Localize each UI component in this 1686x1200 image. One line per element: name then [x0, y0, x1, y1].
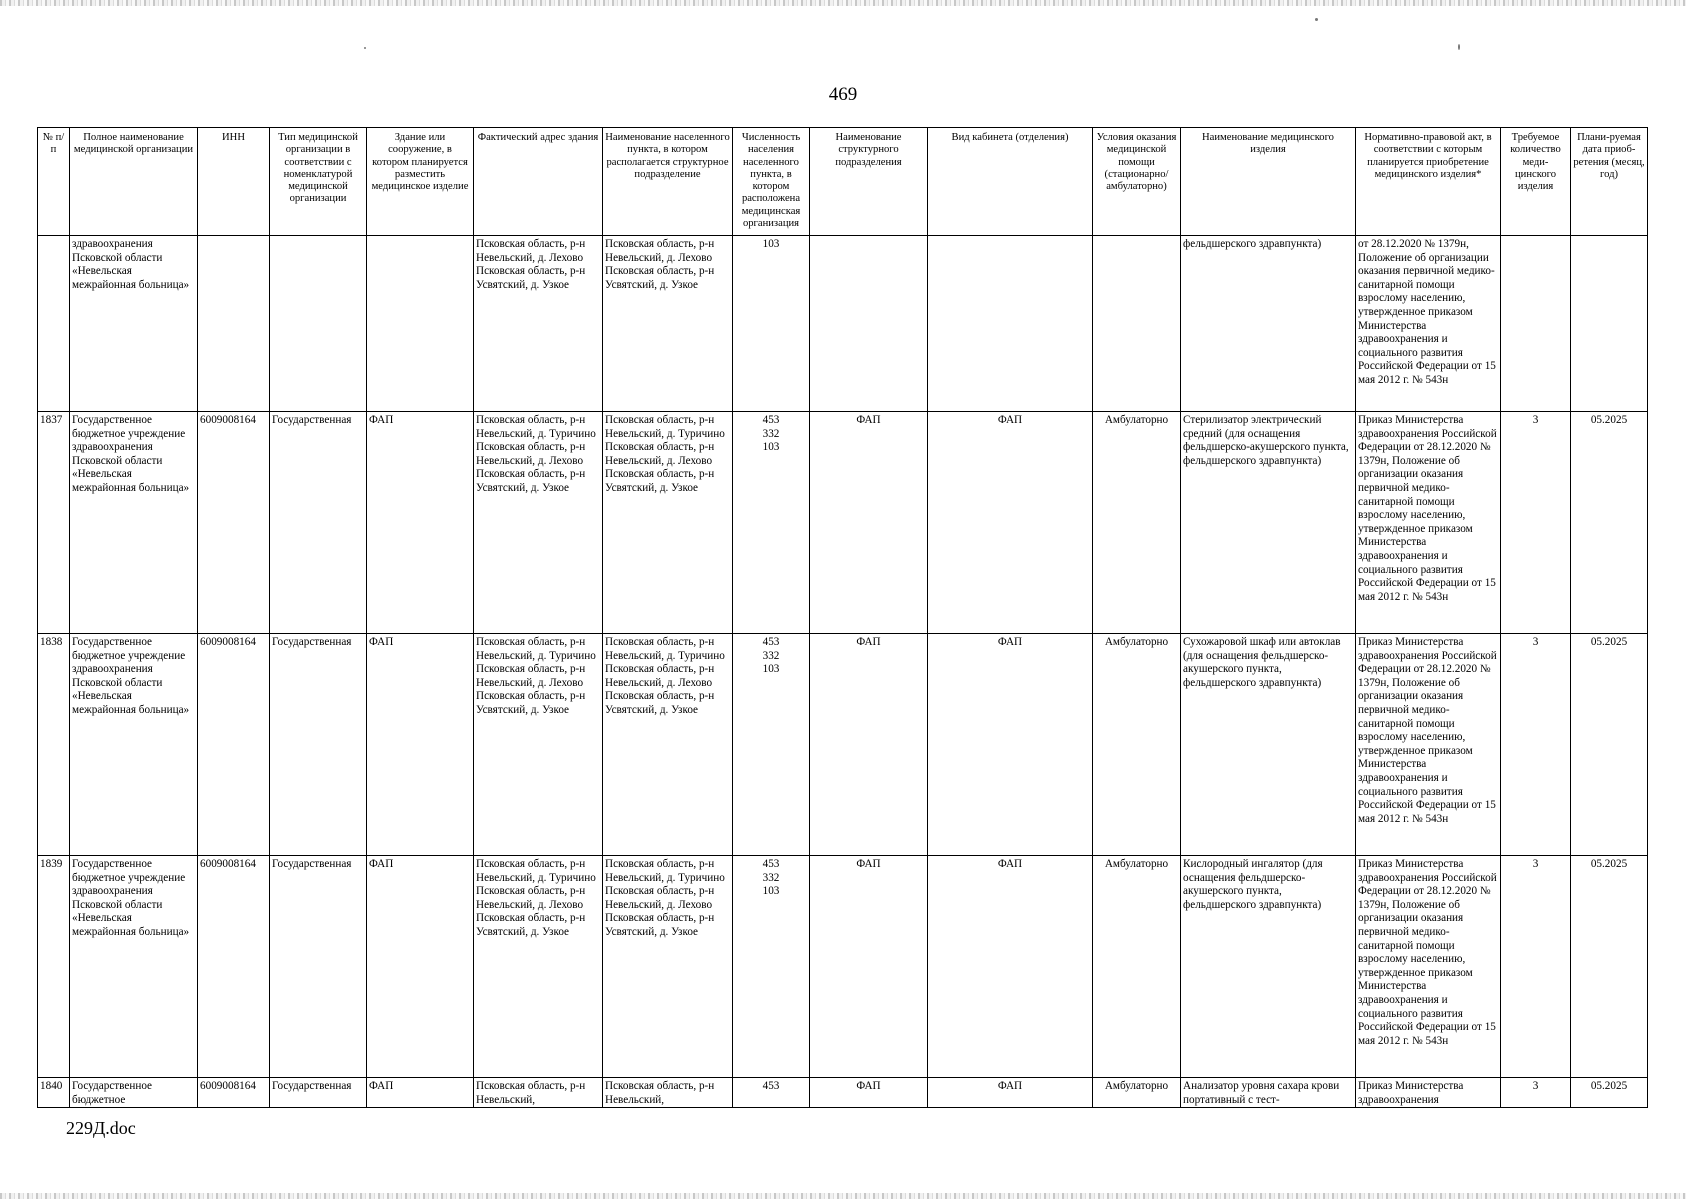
address-line: Псковская область, р-н Невельский, д. Туричино — [476, 414, 596, 440]
table-header-row — [38, 128, 1648, 236]
header-cell: Плани-руемая дата приоб-ретения (месяц, год) — [1571, 128, 1648, 236]
header-cell: Здание или сооружение, в котором планируется разместить медицинское изделие — [367, 128, 474, 236]
inn-cell — [198, 236, 270, 412]
settlement-line: Псковская область, р-н Усвятский, д. Узкое — [605, 265, 715, 291]
settlement-line: Псковская область, р-н Невельский, д. Лехово — [605, 238, 715, 264]
header-cell: Условия оказания медицинской помощи (стационарно/амбулаторно) — [1093, 128, 1181, 236]
org-cell: Государственное бюджетное учреждение здравоохранения Псковской области «Невельская межрайонная больница» — [70, 856, 198, 1078]
qty-cell: 3 — [1501, 1078, 1571, 1108]
settlement-line: Псковская область, р-н Невельский, д. Туричино — [605, 858, 725, 884]
population-cell — [733, 236, 810, 412]
settlement-line: Псковская область, р-н Невельский, д. Лехово — [605, 663, 715, 689]
settlement-cell — [603, 412, 733, 634]
address-cell — [474, 236, 603, 412]
equipment-table — [37, 127, 1648, 1108]
date-cell: 05.2025 — [1571, 634, 1648, 856]
settlement-cell — [603, 856, 733, 1078]
population-cell — [733, 856, 810, 1078]
address-line: Псковская область, р-н Невельский, д. Лехово — [476, 441, 586, 467]
population-value: 103 — [762, 663, 780, 676]
settlement-line: Псковская область, р-н Усвятский, д. Узкое — [605, 690, 715, 716]
settlement-line: Псковская область, р-н Невельский, д. Лехово — [605, 441, 715, 467]
inn-cell: 6009008164 — [198, 856, 270, 1078]
population-value: 332 — [762, 427, 780, 440]
unit-cell: ФАП — [810, 1078, 928, 1108]
address-line: Псковская область, р-н Невельский, д. Туричино — [476, 858, 596, 884]
address-line: Псковская область, р-н Невельский, д. Туричино — [476, 636, 596, 662]
address-cell — [474, 634, 603, 856]
cabinet-cell: ФАП — [928, 634, 1093, 856]
header-cell: Наименование населенного пункта, в котором располагается структурное подразделение — [603, 128, 733, 236]
device-cell: фельдшерского здравпункта) — [1181, 236, 1356, 412]
device-cell: Анализатор уровня сахара крови портативный с тест- — [1181, 1078, 1356, 1108]
unit-cell: ФАП — [810, 412, 928, 634]
scan-speck — [1458, 44, 1460, 50]
settlement-cell — [603, 236, 733, 412]
inn-cell: 6009008164 — [198, 1078, 270, 1108]
settlement-cell — [603, 1078, 733, 1108]
population-cell — [733, 412, 810, 634]
table-row — [38, 1078, 1648, 1108]
header-cell: Численность населения населенного пункта, в котором расположена медицинская организация — [733, 128, 810, 236]
population-value: 453 — [762, 1080, 780, 1092]
act-cell: от 28.12.2020 № 1379н, Положение об организации оказания первичной медико-санитарной помощи взрослому населению, утвержденное приказом Министерства здравоохранения и социального развития Российской Федерации от 15 мая 2012 г. № 543н — [1356, 236, 1501, 412]
qty-cell: 3 — [1501, 634, 1571, 856]
population-value: 332 — [762, 871, 780, 884]
act-cell: Приказ Министерства здравоохранения Российской Федерации от 28.12.2020 № 1379н, Положение об организации оказания первичной медико-санитарной помощи взрослому населению, утвержденное приказом Министерства здравоохранения и социального развития Российской Федерации от 15 мая 2012 г. № 543н — [1356, 634, 1501, 856]
settlement-line: Псковская область, р-н Усвятский, д. Узкое — [605, 468, 715, 494]
population-value: 103 — [762, 441, 780, 454]
settlement-line: Псковская область, р-н Невельский, — [605, 1080, 715, 1106]
org-cell: Государственное бюджетное — [70, 1078, 198, 1108]
conditions-cell: Амбулаторно — [1093, 634, 1181, 856]
inn-cell: 6009008164 — [198, 412, 270, 634]
header-cell: № п/п — [38, 128, 70, 236]
table-row — [38, 634, 1648, 856]
scan-edge-bottom — [0, 1193, 1686, 1199]
num-cell: 1839 — [38, 856, 70, 1078]
conditions-cell: Амбулаторно — [1093, 1078, 1181, 1108]
address-line: Псковская область, р-н Невельский, д. Лехово — [476, 885, 586, 911]
settlement-line: Псковская область, р-н Усвятский, д. Узкое — [605, 912, 715, 938]
num-cell: 1837 — [38, 412, 70, 634]
settlement-line: Псковская область, р-н Невельский, д. Туричино — [605, 414, 725, 440]
cabinet-cell: ФАП — [928, 856, 1093, 1078]
qty-cell: 3 — [1501, 856, 1571, 1078]
org-cell: Государственное бюджетное учреждение здравоохранения Псковской области «Невельская межрайонная больница» — [70, 634, 198, 856]
address-line: Псковская область, р-н Невельский, — [476, 1080, 586, 1106]
device-cell: Сухожаровой шкаф или автоклав (для оснащения фельдшерско-акушерского пункта, фельдшерского здравпункта) — [1181, 634, 1356, 856]
date-cell: 05.2025 — [1571, 412, 1648, 634]
type-cell: Государственная — [270, 1078, 367, 1108]
num-cell: 1838 — [38, 634, 70, 856]
address-line: Псковская область, р-н Усвятский, д. Узкое — [476, 468, 586, 494]
num-cell: 1840 — [38, 1078, 70, 1108]
device-cell: Стерилизатор электрический средний (для оснащения фельдшерско-акушерского пункта, фельдшерского здравпункта) — [1181, 412, 1356, 634]
address-line: Псковская область, р-н Невельский, д. Лехово — [476, 663, 586, 689]
unit-cell — [810, 236, 928, 412]
population-value: 453 — [762, 414, 780, 426]
date-cell: 05.2025 — [1571, 1078, 1648, 1108]
date-cell — [1571, 236, 1648, 412]
header-cell: Наименование структурного подразделения — [810, 128, 928, 236]
inn-cell: 6009008164 — [198, 634, 270, 856]
act-cell: Приказ Министерства здравоохранения Российской Федерации от 28.12.2020 № 1379н, Положение об организации оказания первичной медико-санитарной помощи взрослому населению, утвержденное приказом Министерства здравоохранения и социального развития Российской Федерации от 15 мая 2012 г. № 543н — [1356, 856, 1501, 1078]
address-cell — [474, 856, 603, 1078]
org-cell: Государственное бюджетное учреждение здравоохранения Псковской области «Невельская межрайонная больница» — [70, 412, 198, 634]
conditions-cell: Амбулаторно — [1093, 856, 1181, 1078]
population-value: 332 — [762, 649, 780, 662]
type-cell: Государственная — [270, 412, 367, 634]
header-cell: Нормативно-правовой акт, в соответствии с которым планируется приобретение медицинского изделия* — [1356, 128, 1501, 236]
scan-edge-top — [0, 0, 1686, 6]
unit-cell: ФАП — [810, 634, 928, 856]
num-cell — [38, 236, 70, 412]
cabinet-cell: ФАП — [928, 1078, 1093, 1108]
settlement-cell — [603, 634, 733, 856]
type-cell: Государственная — [270, 634, 367, 856]
header-cell: Фактический адрес здания — [474, 128, 603, 236]
building-cell: ФАП — [367, 856, 474, 1078]
cabinet-cell: ФАП — [928, 412, 1093, 634]
org-cell: здравоохранения Псковской области «Невельская межрайонная больница» — [70, 236, 198, 412]
settlement-line: Псковская область, р-н Невельский, д. Туричино — [605, 636, 725, 662]
table-row — [38, 856, 1648, 1078]
header-cell: Полное наименование медицинской организации — [70, 128, 198, 236]
population-value: 453 — [762, 858, 780, 870]
header-cell: Вид кабинета (отделения) — [928, 128, 1093, 236]
page-number: 469 — [828, 84, 858, 105]
header-cell: Требуемое количество меди-цинского изделия — [1501, 128, 1571, 236]
table-row — [38, 412, 1648, 634]
population-cell — [733, 1078, 810, 1108]
address-cell — [474, 1078, 603, 1108]
table-row-continuation — [38, 236, 1648, 412]
type-cell — [270, 236, 367, 412]
scan-speck — [1315, 18, 1318, 21]
population-value: 453 — [762, 636, 780, 648]
qty-cell — [1501, 236, 1571, 412]
building-cell: ФАП — [367, 412, 474, 634]
unit-cell: ФАП — [810, 856, 928, 1078]
header-cell: Наименование медицинского изделия — [1181, 128, 1356, 236]
building-cell: ФАП — [367, 634, 474, 856]
building-cell: ФАП — [367, 1078, 474, 1108]
device-cell: Кислородный ингалятор (для оснащения фельдшерско-акушерского пункта, фельдшерского здравпункта) — [1181, 856, 1356, 1078]
qty-cell: 3 — [1501, 412, 1571, 634]
scan-speck — [364, 47, 366, 49]
type-cell: Государственная — [270, 856, 367, 1078]
cabinet-cell — [928, 236, 1093, 412]
address-cell — [474, 412, 603, 634]
act-cell: Приказ Министерства здравоохранения Российской Федерации от 28.12.2020 № 1379н, Положение об организации оказания первичной медико-санитарной помощи взрослому населению, утвержденное приказом Министерства здравоохранения и социального развития Российской Федерации от 15 мая 2012 г. № 543н — [1356, 412, 1501, 634]
act-cell: Приказ Министерства здравоохранения — [1356, 1078, 1501, 1108]
conditions-cell — [1093, 236, 1181, 412]
conditions-cell: Амбулаторно — [1093, 412, 1181, 634]
document-filename: 229Д.doc — [66, 1118, 136, 1138]
header-cell: ИНН — [198, 128, 270, 236]
header-cell: Тип медицинской организации в соответствии с номенклатурой медицинской организации — [270, 128, 367, 236]
population-value: 103 — [762, 238, 780, 250]
address-line: Псковская область, р-н Усвятский, д. Узкое — [476, 690, 586, 716]
settlement-line: Псковская область, р-н Невельский, д. Лехово — [605, 885, 715, 911]
building-cell — [367, 236, 474, 412]
address-line: Псковская область, р-н Усвятский, д. Узкое — [476, 912, 586, 938]
address-line: Псковская область, р-н Невельский, д. Лехово — [476, 238, 586, 264]
population-value: 103 — [762, 885, 780, 898]
date-cell: 05.2025 — [1571, 856, 1648, 1078]
population-cell — [733, 634, 810, 856]
address-line: Псковская область, р-н Усвятский, д. Узкое — [476, 265, 586, 291]
